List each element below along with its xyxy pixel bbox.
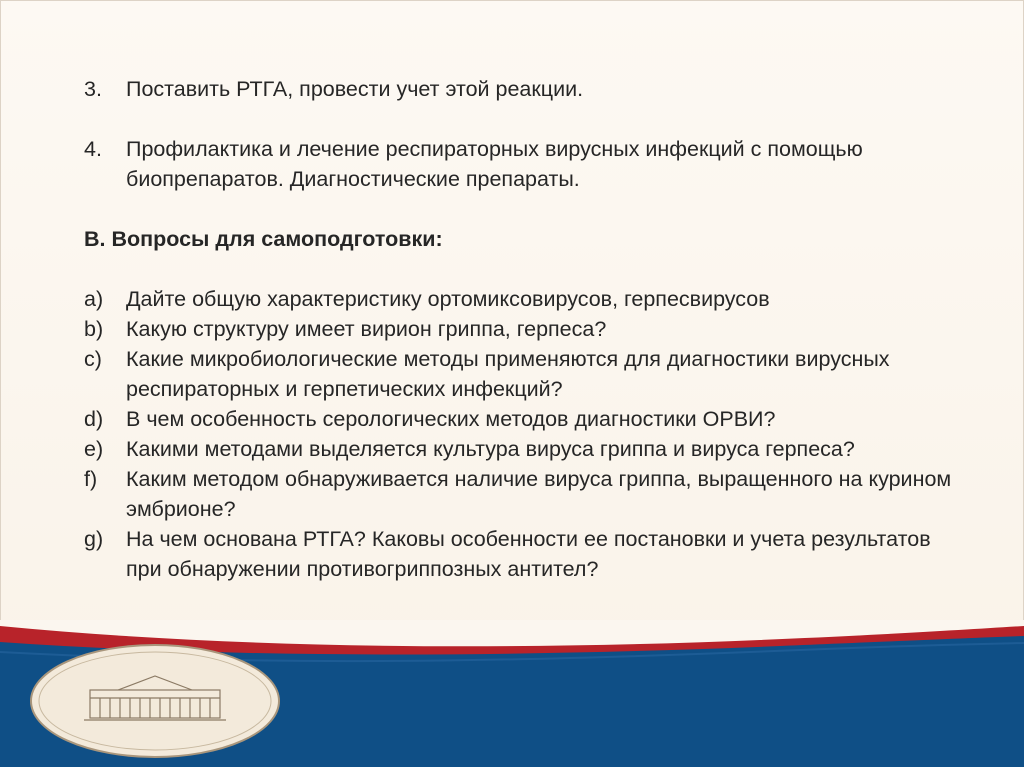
question-text: Каким методом обнаруживается наличие вируса гриппа, выращенного на курином эмбрионе? — [126, 467, 952, 521]
list-item-text: Профилактика и лечение респираторных вирусных инфекций с помощью биопрепаратов. Диагностические препараты. — [126, 137, 863, 191]
list-marker: 4. — [84, 137, 102, 161]
question-text: Какими методами выделяется культура вируса гриппа и вируса герпеса? — [126, 437, 855, 461]
question-item — [84, 314, 964, 344]
spacer — [84, 104, 964, 134]
question-marker: b) — [84, 317, 104, 341]
section-heading: В. Вопросы для самоподготовки: — [84, 227, 443, 251]
list-item-text: Поставить РТГА, провести учет этой реакции. — [126, 77, 584, 101]
question-item — [84, 434, 964, 464]
question-marker: g) — [84, 527, 104, 551]
question-item — [84, 284, 964, 314]
spacer — [84, 194, 964, 224]
question-text: На чем основана РТГА? Каковы особенности ее постановки и учета результатов при обнаружении противогриппозных антител? — [126, 527, 931, 581]
slide-content — [84, 74, 964, 584]
question-marker: e) — [84, 437, 104, 461]
spacer — [84, 254, 964, 284]
academy-logo — [28, 642, 282, 760]
question-marker: d) — [84, 407, 104, 431]
question-item — [84, 464, 964, 524]
question-text: Дайте общую характеристику ортомиксовирусов, герпесвирусов — [126, 287, 770, 311]
list-item — [84, 134, 964, 194]
question-text: Какую структуру имеет вирион гриппа, герпеса? — [126, 317, 607, 341]
question-item — [84, 524, 964, 584]
question-marker: f) — [84, 467, 98, 491]
question-item — [84, 344, 964, 404]
question-text: В чем особенность серологических методов диагностики ОРВИ? — [126, 407, 776, 431]
list-item — [84, 74, 964, 104]
academy-building-icon — [28, 642, 282, 760]
question-marker: c) — [84, 347, 102, 371]
list-marker: 3. — [84, 77, 102, 101]
question-text: Какие микробиологические методы применяются для диагностики вирусных респираторных и герпетических инфекций? — [126, 347, 890, 401]
question-item — [84, 404, 964, 434]
question-marker: a) — [84, 287, 104, 311]
